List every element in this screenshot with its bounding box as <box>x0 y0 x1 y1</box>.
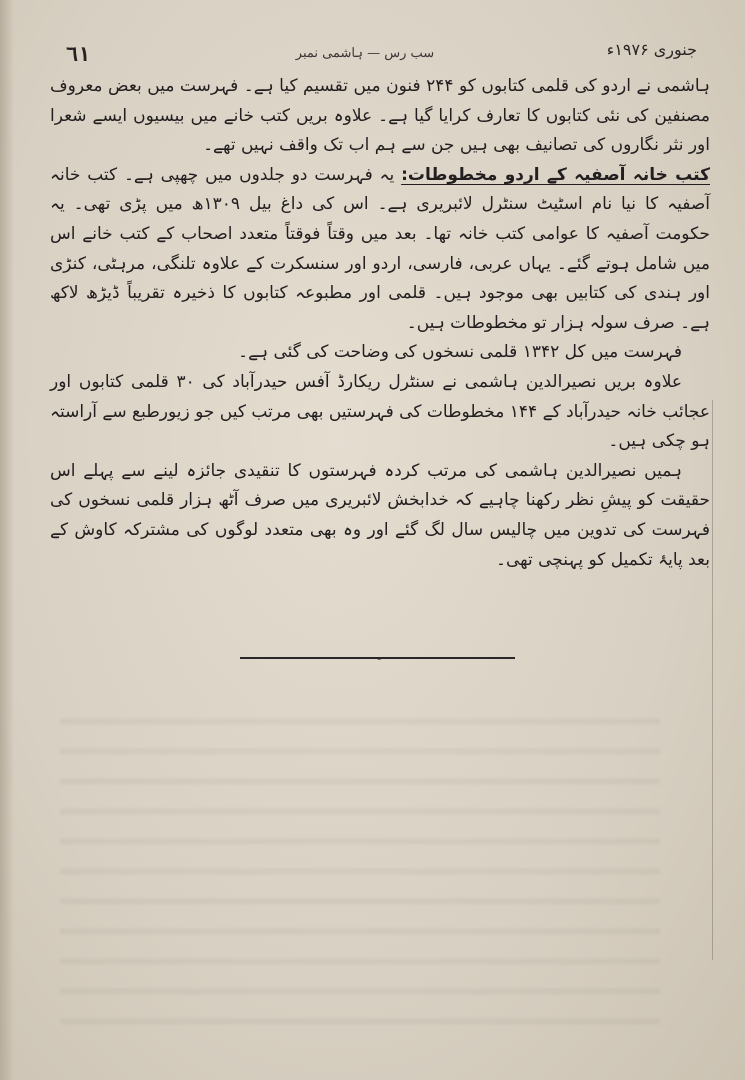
page-number: ٦١ <box>66 42 91 66</box>
paragraph-3 <box>50 338 710 368</box>
section-divider <box>240 652 515 666</box>
paragraph-2-text: یہ فہرست دو جلدوں میں چھپی ہے۔ کتب خانہ آصفیہ کا نیا نام اسٹیٹ سنٹرل لائبریری ہے۔ اس کی داغ بیل ۱۳۰۹ھ میں پڑی تھی۔ یہ حکومت آصفیہ کا عوامی کتب خانہ تھا۔ بعد میں وقتاً فوقتاً متعدد اصحاب کے کتب خانے اس میں شامل ہوتے گئے۔ یہاں عربی، فارسی، اردو اور سنسکرت کے علاوہ تلنگی، مرہٹی، کنڑی اور ہندی کی کتابیں بھی موجود ہیں۔ قلمی اور مطبوعہ کتابوں کا ذخیرہ تقریباً ڈیڑھ لاکھ ہے۔ صرف سولہ ہزار تو مخطوطات ہیں۔ <box>50 164 710 333</box>
paragraph-1-text: ہاشمی نے اردو کی قلمی کتابوں کو ۲۴۴ فنون میں تقسیم کیا ہے۔ فہرست میں بعض معروف مصنفین کی نئی کتابوں کا تعارف کرایا گیا ہے۔ علاوہ بریں کتب خانے میں بیسیوں ایسے شعرا اور نثر نگاروں کی تصانیف بھی ہیں جن سے ہم اب تک واقف نہیں تھے۔ <box>50 76 711 156</box>
paragraph-5 <box>50 457 710 575</box>
paragraph-3-text: فہرست میں کل ۱۳۴۲ قلمی نسخوں کی وضاحت کی گئی ہے۔ <box>238 342 682 363</box>
margin-rule <box>712 400 713 960</box>
page-header <box>40 40 705 70</box>
paragraph-4 <box>50 368 710 457</box>
section-heading: کتب خانہ آصفیہ کے اردو مخطوطات: <box>401 164 710 185</box>
page-edge-shadow <box>0 0 14 1080</box>
divider-ornament: 〜 <box>370 652 383 666</box>
running-title: سب رس — ہاشمی نمبر <box>295 46 435 61</box>
article-body <box>50 72 710 575</box>
paragraph-4-text: علاوہ بریں نصیرالدین ہاشمی نے سنٹرل ریکارڈ آفس حیدرآباد کی ۳۰ قلمی کتابوں اور عجائب خانہ حیدرآباد کے ۱۴۴ مخطوطات کی فہرستیں بھی مرتب کیں جو زیورطبع سے آراستہ ہو چکی ہیں۔ <box>50 371 710 452</box>
issue-date: جنوری ۱۹۷۶ء <box>606 40 697 59</box>
paragraph-1 <box>50 72 710 161</box>
show-through-text <box>60 700 660 1040</box>
paragraph-2 <box>50 161 710 339</box>
paragraph-5-text: ہمیں نصیرالدین ہاشمی کی مرتب کردہ فہرستوں کا تنقیدی جائزہ لینے سے پہلے اس حقیقت کو پیشِ نظر رکھنا چاہیے کہ خدابخش لائبریری میں صرف آٹھ ہزار قلمی نسخوں کی فہرست کی تدوین میں چالیس سال لگ گئے اور وہ بھی متعدد لوگوں کی مشترکہ کاوش کے بعد پایۂ تکمیل کو پہنچی تھی۔ <box>50 460 710 570</box>
